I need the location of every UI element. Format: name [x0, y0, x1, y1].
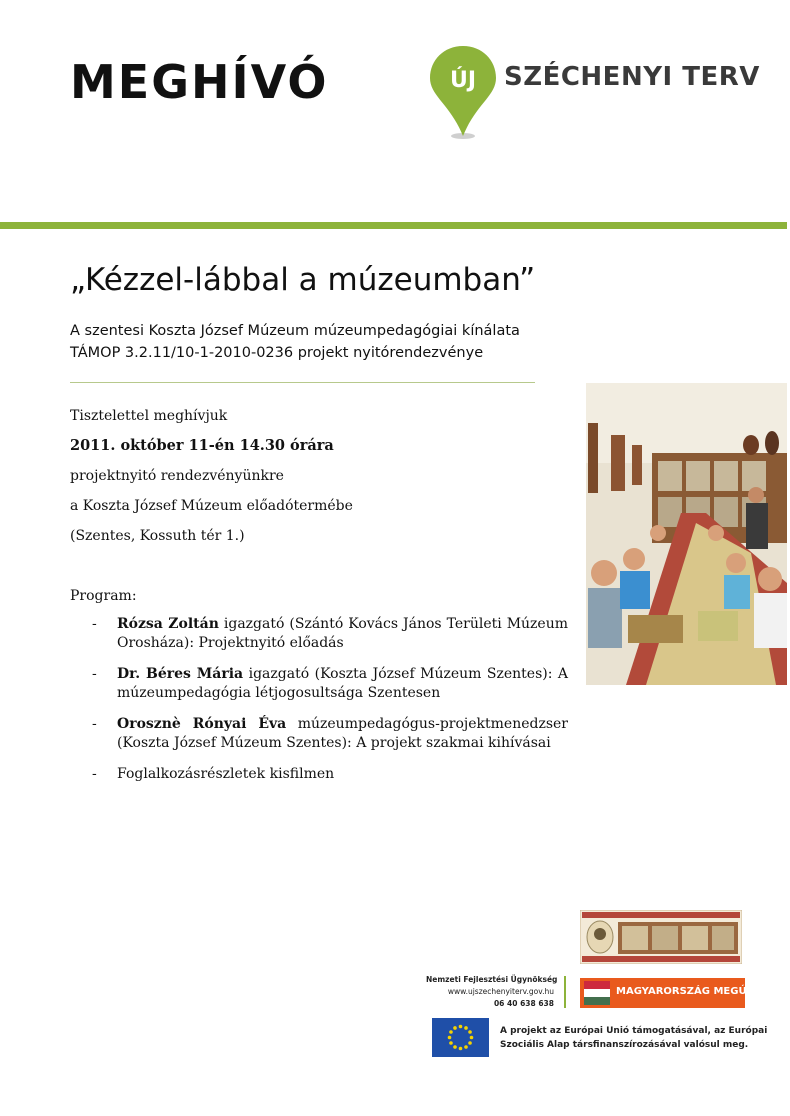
list-dash: -: [92, 616, 97, 632]
invitation-block: [70, 406, 570, 556]
program-item: [92, 715, 568, 753]
logo-badge-text: ÚJ: [449, 68, 477, 93]
program-item: [92, 615, 568, 653]
event-title: „Kézzel-lábbal a múzeumban”: [70, 262, 536, 298]
eu-star-icon: [468, 1041, 472, 1045]
agency-block: [426, 974, 558, 1010]
eu-star-icon: [459, 1025, 463, 1029]
program-item-text: múzeumpedagógus-projektmenedzser (Koszta József Múzeum Szentes): A projekt szakmai kihívásai: [117, 716, 568, 751]
section-divider: [70, 382, 535, 383]
eu-notice-line: A projekt az Európai Unió támogatásával, az Európai: [500, 1026, 768, 1036]
map-pin-icon: [428, 44, 498, 140]
invitation-heading: MEGHÍVÓ: [70, 55, 329, 109]
badge-text: MAGYARORSZÁG MEGÚJUL: [616, 986, 765, 997]
hungarian-flag-icon: [584, 981, 610, 1005]
greeting: Tisztelettel meghívjuk: [70, 408, 228, 424]
eu-star-icon: [453, 1026, 457, 1030]
museum-workshop-photo: [586, 383, 787, 685]
address: (Szentes, Kossuth tér 1.): [70, 528, 245, 544]
event-subtitle: [70, 320, 520, 364]
eu-star-icon: [449, 1041, 453, 1045]
subtitle-line: TÁMOP 3.2.11/10-1-2010-0236 projekt nyitórendezvénye: [70, 345, 484, 361]
event-datetime: 2011. október 11-én 14.30 órára: [70, 437, 334, 454]
program-item-text: Foglalkozásrészletek kisfilmen: [117, 766, 335, 782]
program-item: [92, 665, 568, 703]
speaker-name: Dr. Béres Mária: [117, 666, 244, 682]
agency-url: www.ujszechenyiterv.gov.hu: [447, 987, 554, 996]
eu-funding-notice: [500, 1024, 767, 1052]
magyarorszag-megujul-badge: [580, 978, 765, 1008]
eu-notice-line: Szociális Alap társfinanszírozásával valósul meg.: [500, 1040, 749, 1050]
eu-star-icon: [464, 1026, 468, 1030]
event-line: projektnyitó rendezvényünkre: [70, 468, 284, 484]
program-item-text: igazgató (Szántó Kovács János Területi Múzeum Orosháza): Projektnyitó előadás: [117, 616, 569, 651]
eu-star-icon: [459, 1047, 463, 1051]
subtitle-line: A szentesi Koszta József Múzeum múzeumpedagógiai kínálata: [70, 323, 520, 339]
program-item-text: igazgató (Koszta József Múzeum Szentes): A múzeumpedagógia létjogosultsága Szentesen: [117, 666, 569, 701]
program-label: Program:: [70, 588, 137, 604]
program-list: [92, 615, 568, 796]
venue: a Koszta József Múzeum előadótermébe: [70, 498, 353, 514]
eu-flag-icon: [432, 1018, 489, 1057]
eu-star-icon: [468, 1030, 472, 1034]
logo-wordmark: SZÉCHENYI TERV: [504, 62, 760, 92]
agency-phone: 06 40 638 638: [493, 999, 554, 1008]
speaker-name: Rózsa Zoltán: [117, 616, 219, 632]
museum-banner-image: [580, 910, 742, 964]
eu-star-icon: [464, 1045, 468, 1049]
eu-star-icon: [449, 1030, 453, 1034]
list-dash: -: [92, 666, 97, 682]
agency-name: Nemzeti Fejlesztési Ügynökség: [426, 975, 558, 984]
szechenyi-terv-logo: [428, 44, 758, 144]
header-divider: [0, 222, 787, 229]
eu-star-icon: [448, 1036, 452, 1040]
program-item: [92, 765, 568, 784]
footer-divider: [564, 976, 566, 1008]
speaker-name: Orosznè Rónyai Éva: [117, 716, 287, 732]
list-dash: -: [92, 766, 97, 782]
list-dash: -: [92, 716, 97, 732]
eu-star-icon: [470, 1036, 474, 1040]
eu-star-icon: [453, 1045, 457, 1049]
